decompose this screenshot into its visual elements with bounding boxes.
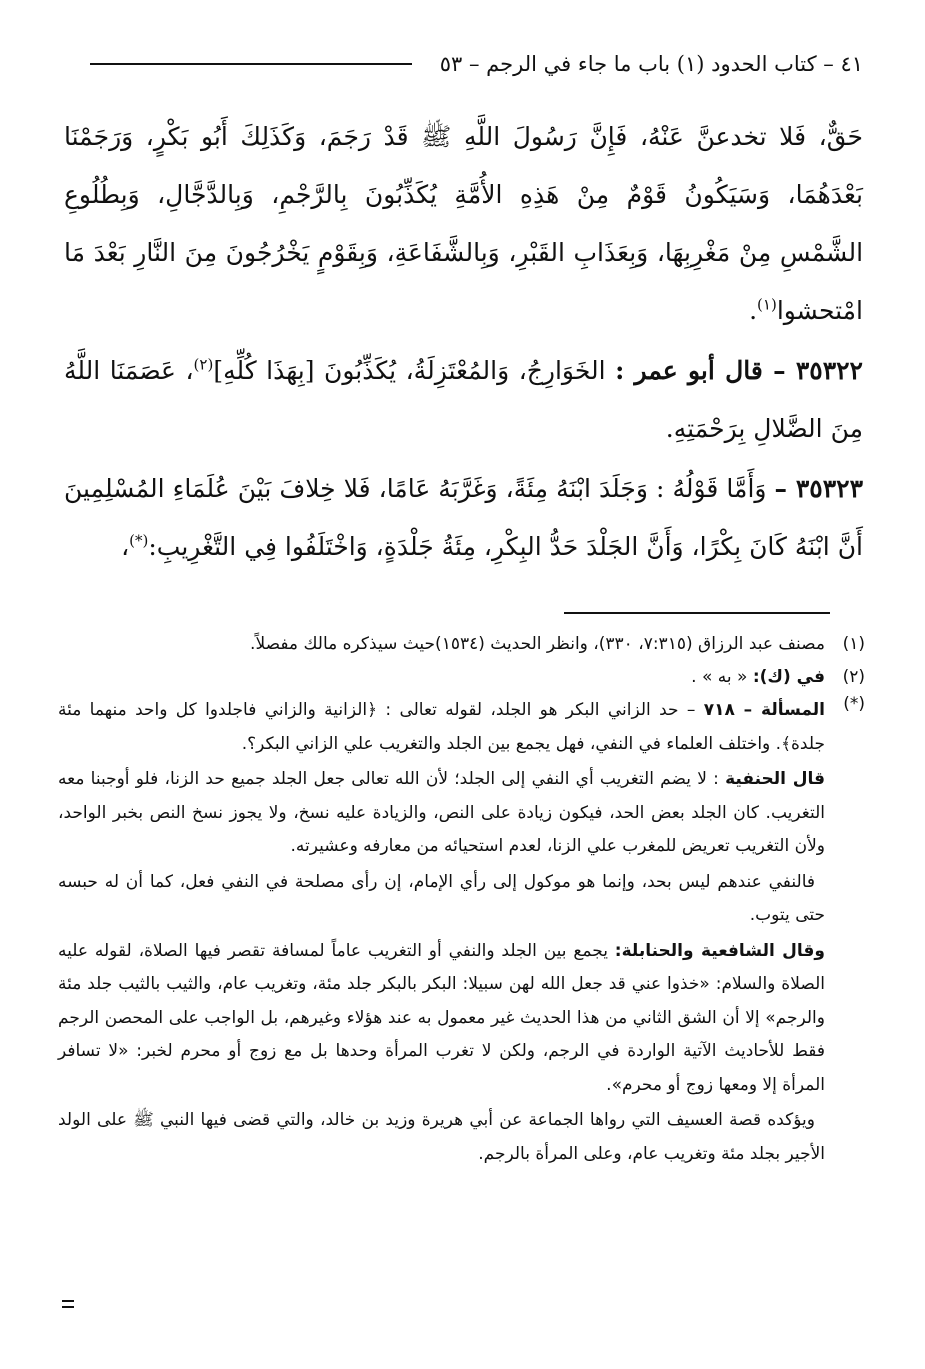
paragraph-35322-text-end: ، عَصَمَنَا اللَّهُ مِنَ الضَّلالِ بِرَحْمَتِهِ. — [64, 356, 863, 443]
footnote-star-marker: (*) — [843, 694, 865, 714]
footnote-1 — [58, 628, 865, 661]
footnote-star — [58, 694, 865, 1171]
paragraph-35323-text: وَأَمَّا قَوْلُهُ : وَجَلَدَ ابْنَهُ مِئَةً، وَغَرَّبَهُ عَامًا، فَلا خِلافَ بَيْنَ عُلَمَاءِ المُسْلِمِينَ أَنَّ ابْنَهُ كَانَ بِكْرًا، وَأَنَّ الجَلْدَ حَدُّ البِكْرِ، مِئَةُ جَلْدَةٍ، وَاخْتَلَفُوا فِي التَّغْرِيبِ: — [64, 474, 863, 561]
nafy-text: فالنفي عندهم ليس بحد، وإنما هو موكول إلى رأي الإمام، إن رأى مصلحة في النفي فعل، كما أن له حبسه حتى يتوب. — [58, 871, 825, 925]
hadith-line-2: وَسَيَكُونُ قَوْمٌ مِنْ هَذِهِ الأُمَّةِ يُكَذِّبُونَ بِالرَّجْمِ، وَبِالدَّجَّالِ، وَبِطُلُوعِ الشَّمْسِ مِنْ مَغْرِبِهَا، — [64, 180, 864, 267]
running-header-title: ٤١ – كتاب الحدود (١) باب ما جاء في الرجم – ٥٣ — [439, 52, 863, 76]
footnote-ref-star[interactable]: (*) — [129, 531, 149, 550]
footnote-2 — [58, 661, 865, 694]
footnote-divider — [564, 612, 830, 614]
nafy-paragraph — [58, 866, 825, 933]
footnote-2-marker: (٢) — [842, 667, 865, 687]
paragraph-35322-text: الخَوَارِجُ، وَالمُعْتَزِلَةُ، يُكَذِّبُونَ [بِهَذَا كُلِّهِ] — [213, 356, 606, 385]
hadith-end: . — [749, 296, 758, 325]
masala-label: المسألة – ٧١٨ — [703, 700, 825, 720]
paragraph-number-35323: ٣٥٣٢٣ – — [774, 474, 863, 503]
asif-paragraph — [58, 1104, 825, 1171]
paragraph-number-35322: ٣٥٣٢٢ – قال أبو عمر : — [615, 356, 863, 385]
hanafi-text: : لا يضم التغريب أي النفي إلى الجلد؛ لأن الله تعالى جعل الجلد جميع حد الزنا، فلو أوجبنا معه التغريب. كان الجلد بعض الحد، فيكون زيادة على النص، والزيادة عليه نسخ، ولا يجوز نسخ النص بخبر الواحد، ولأن التغريب تعريض للمغرب علي الزنا، لعدم استحيائه من معارفه وعشيرته. — [58, 769, 825, 856]
hanafi-label: قال الحنفية — [725, 769, 825, 789]
footnotes-section — [58, 628, 865, 1171]
footnote-2-text: « به » . — [691, 667, 748, 687]
footnote-1-marker: (١) — [842, 634, 865, 654]
paragraph-35323 — [64, 460, 863, 576]
hadith-line-1: حَقٌّ، فَلا تخدعنَّ عَنْهُ، فَإِنَّ رَسُولَ اللَّهِ ﷺ قَدْ رَجَمَ، وَكَذَلِكَ أَبُو بَكْرٍ، وَرَجَمْنَا بَعْدَهُمَا، — [64, 122, 863, 209]
header-rule — [90, 63, 412, 65]
paragraph-hadith — [64, 108, 863, 340]
footnote-1-text: مصنف عبد الرزاق (٧:٣١٥، ٣٣٠)، وانظر الحديث (١٥٣٤)حيث سيذكره مالك مفصلاً. — [250, 634, 825, 654]
masala-text: – حد الزاني البكر هو الجلد، لقوله تعالى : ﴿الزانية والزاني فاجلدوا كل واحد منهما مئة جلدة﴾. واختلف العلماء في النفي، فهل يجمع بين الجلد والتغريب علي الزاني البكر؟. — [58, 700, 825, 754]
footnote-ref-1[interactable]: (١) — [757, 295, 777, 314]
paragraph-35323-end: ، — [121, 532, 130, 561]
shafii-label: وقال الشافعية والحنابلة: — [614, 940, 826, 961]
paragraph-35322 — [64, 342, 863, 458]
hadith-line-3: وَبِعَذَابِ القَبْرِ، وَبِالشَّفَاعَةِ، وَبِقَوْمٍ يَخْرُجُونَ مِنَ النَّارِ بَعْدَ مَا امْتحشوا — [64, 238, 863, 325]
main-text — [64, 108, 863, 576]
hanafi-paragraph — [58, 763, 825, 864]
footnote-2-label: في (ك): — [752, 667, 825, 687]
footnote-star-intro — [58, 694, 825, 761]
shafii-text: يجمع بين الجلد والنفي أو التغريب عاماً لمسافة تقصر فيها الصلاة، لقوله عليه الصلاة والسلام: «خذوا عني قد جعل الله لهن سبيلا: البكر بالبكر جلد مئة، وتغريب عام، والثيب بالثيب جلد مئة والرجم» إلا أن الشق الثاني من هذا الحديث غير معمول به عند هؤلاء وغيرهم، بل الواجب على المحصن الرجم فقط للأحاديث الآتية الواردة في الرجم، ولكن لا تغرب المرأة وحدها بل مع زوج أو محرم لخبر: «لا تسافر المرأة إلا ومعها زوج أو محرم». — [58, 940, 825, 1095]
asif-text: ويؤكده قصة العسيف التي رواها الجماعة عن أبي هريرة وزيد بن خالد، والتي قضى فيها النبي ﷺ على الولد الأجير بجلد مئة وتغريب عام، وعلى المرأة بالرجم. — [58, 1110, 825, 1164]
footnote-ref-2[interactable]: (٢) — [193, 355, 214, 374]
page-header — [90, 44, 863, 84]
shafii-paragraph — [58, 935, 825, 1103]
end-of-page-mark — [62, 1300, 74, 1308]
